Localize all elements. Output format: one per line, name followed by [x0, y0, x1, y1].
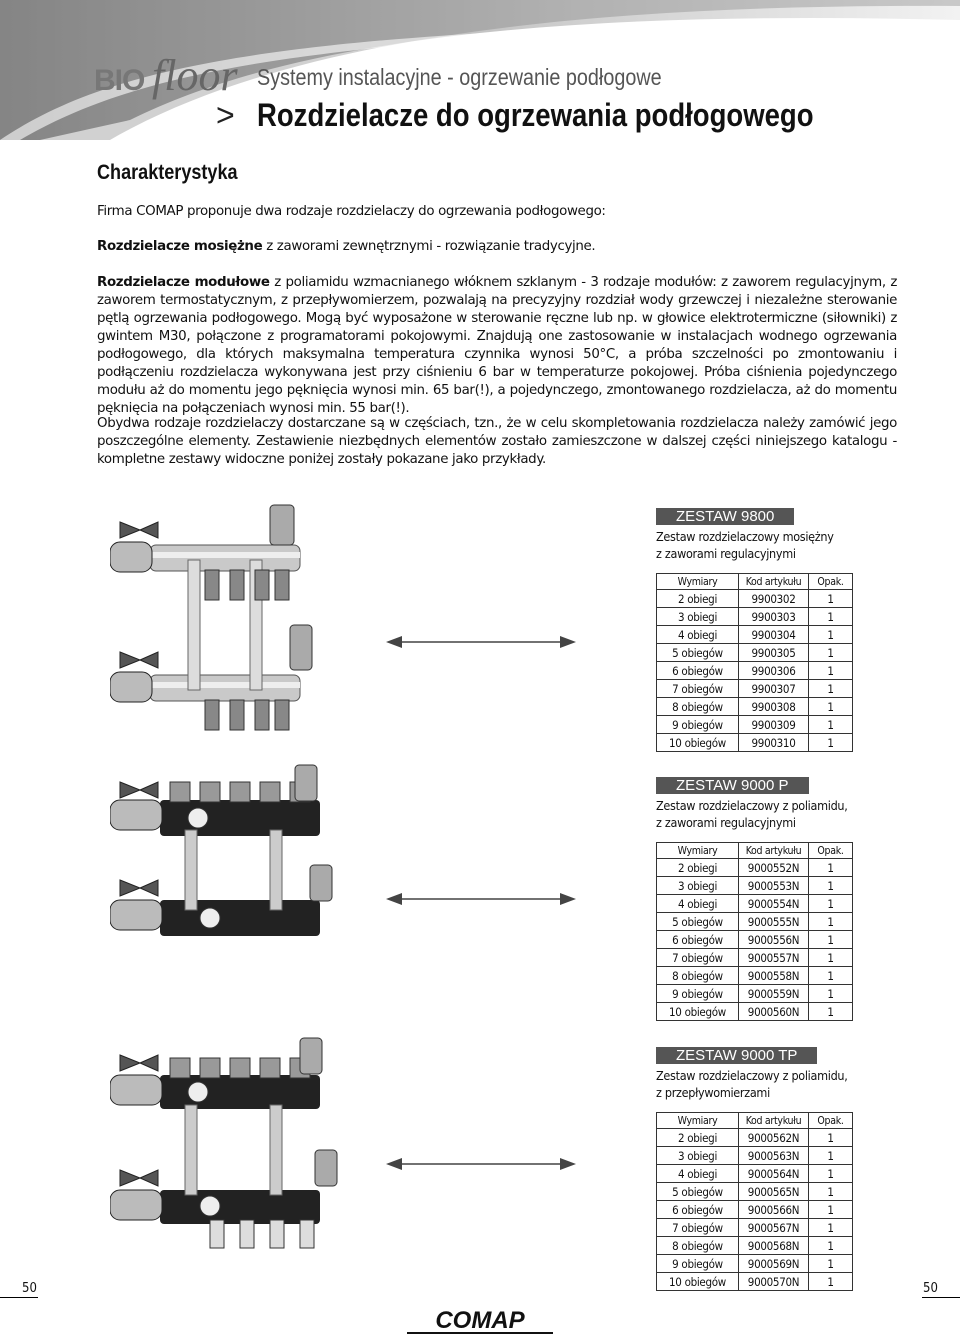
page-number-left: 50	[22, 1281, 37, 1296]
table-row	[657, 716, 853, 734]
table-row	[657, 913, 853, 931]
polyamide-manifold-photo	[110, 760, 350, 985]
cell-size: 8 obiegów	[657, 698, 739, 716]
cell-pack: 1	[809, 1273, 853, 1291]
cell-code: 9000554N	[739, 895, 809, 913]
set-tag: ZESTAW 9000 P	[656, 777, 809, 794]
cell-code: 9000565N	[739, 1183, 809, 1201]
cell-code: 9900305	[739, 644, 809, 662]
cell-size: 7 obiegów	[657, 1219, 739, 1237]
page-title: Rozdzielacze do ogrzewania podłogowego	[257, 97, 814, 133]
column-header-pack: Opak.	[809, 1113, 853, 1129]
cell-pack: 1	[809, 967, 853, 985]
cell-size: 2 obiegi	[657, 859, 739, 877]
set-table	[656, 573, 853, 752]
set-table	[656, 842, 853, 1021]
page-rule-right	[922, 1297, 960, 1298]
table-row	[657, 1219, 853, 1237]
table-row	[657, 985, 853, 1003]
cell-pack: 1	[809, 985, 853, 1003]
cell-code: 9000559N	[739, 985, 809, 1003]
page-rule-left	[0, 1297, 38, 1298]
cell-code: 9000564N	[739, 1165, 809, 1183]
cell-size: 5 obiegów	[657, 913, 739, 931]
cell-pack: 1	[809, 1237, 853, 1255]
table-row	[657, 698, 853, 716]
set-table	[656, 1112, 853, 1291]
table-row	[657, 1183, 853, 1201]
cell-pack: 1	[809, 1255, 853, 1273]
cell-size: 4 obiegi	[657, 895, 739, 913]
cell-code: 9900307	[739, 680, 809, 698]
cell-code: 9000560N	[739, 1003, 809, 1021]
set-description	[656, 528, 866, 562]
cell-size: 2 obiegi	[657, 1129, 739, 1147]
column-header-pack: Opak.	[809, 574, 853, 590]
cell-pack: 1	[809, 895, 853, 913]
cell-pack: 1	[809, 734, 853, 752]
paragraph-modular-bold: Rozdzielacze modułowe	[97, 275, 270, 290]
cell-code: 9900304	[739, 626, 809, 644]
page-number-right: 50	[923, 1281, 938, 1296]
cell-size: 6 obiegów	[657, 931, 739, 949]
cell-code: 9900310	[739, 734, 809, 752]
cell-size: 10 obiegów	[657, 1003, 739, 1021]
section-heading: Charakterystyka	[97, 161, 238, 184]
table-row	[657, 626, 853, 644]
cell-pack: 1	[809, 913, 853, 931]
brass-manifold-photo	[110, 500, 350, 745]
logo-floor-text: floor	[152, 51, 238, 100]
table-row	[657, 680, 853, 698]
cell-pack: 1	[809, 931, 853, 949]
column-header-code: Kod artykułu	[739, 574, 809, 590]
cell-code: 9900303	[739, 608, 809, 626]
set-description-line: z zaworami regulacyjnymi	[656, 815, 796, 830]
table-row	[657, 967, 853, 985]
cell-code: 9000566N	[739, 1201, 809, 1219]
paragraph-brass-bold: Rozdzielacze mosiężne	[97, 239, 263, 254]
cell-size: 5 obiegów	[657, 1183, 739, 1201]
table-row	[657, 949, 853, 967]
cell-pack: 1	[809, 949, 853, 967]
cell-pack: 1	[809, 1147, 853, 1165]
table-row	[657, 608, 853, 626]
cell-code: 9000553N	[739, 877, 809, 895]
cell-size: 4 obiegi	[657, 626, 739, 644]
cell-pack: 1	[809, 644, 853, 662]
cell-code: 9000555N	[739, 913, 809, 931]
column-header-code: Kod artykułu	[739, 843, 809, 859]
cell-size: 9 obiegów	[657, 716, 739, 734]
cell-size: 3 obiegi	[657, 877, 739, 895]
table-row	[657, 1201, 853, 1219]
cell-size: 8 obiegów	[657, 1237, 739, 1255]
set-description-line: Zestaw rozdzielaczowy mosiężny	[656, 529, 834, 544]
cell-code: 9900309	[739, 716, 809, 734]
cell-size: 5 obiegów	[657, 644, 739, 662]
cell-pack: 1	[809, 608, 853, 626]
cell-size: 8 obiegów	[657, 967, 739, 985]
cell-code: 9000552N	[739, 859, 809, 877]
logo-bio-text: BIO	[94, 64, 145, 97]
cell-code: 9000563N	[739, 1147, 809, 1165]
cell-pack: 1	[809, 662, 853, 680]
set-description	[656, 797, 866, 831]
cell-code: 9900308	[739, 698, 809, 716]
double-arrow-icon	[386, 1155, 576, 1173]
set-description-line: z zaworami regulacyjnymi	[656, 546, 796, 561]
cell-code: 9000567N	[739, 1219, 809, 1237]
cell-pack: 1	[809, 1201, 853, 1219]
cell-size: 9 obiegów	[657, 1255, 739, 1273]
table-row	[657, 1129, 853, 1147]
cell-size: 10 obiegów	[657, 734, 739, 752]
double-arrow-icon	[386, 890, 576, 908]
comap-logo	[405, 1307, 555, 1337]
paragraph-parts: Obydwa rodzaje rozdzielaczy dostarczane są w częściach, tzn., że w celu skompletowania rozdzielacza należy zamówić jego poszczególne elementy. Zestawienie niezbędnych elementów zostało zamieszczone w dalszej części niniejszego katalogu - kompletne zestawy widoczne poniżej zostały pokazane jako przykłady.	[97, 416, 897, 467]
column-header-pack: Opak.	[809, 843, 853, 859]
cell-pack: 1	[809, 1219, 853, 1237]
double-arrow-icon	[386, 633, 576, 651]
cell-size: 3 obiegi	[657, 608, 739, 626]
table-row	[657, 1237, 853, 1255]
cell-pack: 1	[809, 1129, 853, 1147]
table-row	[657, 859, 853, 877]
page-subtitle: Systemy instalacyjne - ogrzewanie podłogowe	[257, 64, 662, 90]
paragraph-modular-rest: z poliamidu wzmacnianego włóknem szklanym - 3 rodzaje modułów: z zaworem regulacyjnym, z zaworem termostatycznym, z przepływomierzem, pozwalają na precyzyjny rozdział wody grzewczej i niezależne sterowanie pętlą ogrzewania podłogowego. Mogą być wyposażone w sterowanie ręczne lub np. w głowice elektrotermiczne (siłowniki) z gwintem M30, połączone z programatorami pokojowymi. Znajdują one zastosowanie w instalacjach wodnego ogrzewania podłogowego, dla których maksymalna temperatura czynnika wynosi 50°C, a próba szczelności po zmontowaniu i podłączeniu rozdzielacza wykonywana jest przy ciśnieniu 6 bar w temperaturze pokojowej. Próba ciśnienia pojedynczego modułu aż do momentu jego pęknięcia wynosi min. 65 bar(!), a pojedynczego, zmontowanego rozdzielacza, aż do momentu pęknięcia na połączeniach wynosi min. 55 bar(!).	[97, 275, 897, 416]
cell-size: 7 obiegów	[657, 680, 739, 698]
table-row	[657, 1147, 853, 1165]
cell-pack: 1	[809, 859, 853, 877]
comap-logo-text: COMAP	[435, 1307, 525, 1334]
cell-pack: 1	[809, 626, 853, 644]
cell-pack: 1	[809, 1165, 853, 1183]
table-row	[657, 1003, 853, 1021]
column-header-size: Wymiary	[657, 1113, 739, 1129]
column-header-code: Kod artykułu	[739, 1113, 809, 1129]
cell-pack: 1	[809, 590, 853, 608]
cell-size: 4 obiegi	[657, 1165, 739, 1183]
cell-pack: 1	[809, 1183, 853, 1201]
set-description-line: Zestaw rozdzielaczowy z poliamidu,	[656, 798, 848, 813]
table-row	[657, 590, 853, 608]
cell-code: 9000568N	[739, 1237, 809, 1255]
cell-size: 10 obiegów	[657, 1273, 739, 1291]
cell-code: 9900302	[739, 590, 809, 608]
table-row	[657, 1273, 853, 1291]
cell-size: 6 obiegów	[657, 1201, 739, 1219]
cell-pack: 1	[809, 680, 853, 698]
set-tag: ZESTAW 9000 TP	[656, 1047, 817, 1064]
cell-code: 9000556N	[739, 931, 809, 949]
set-description	[656, 1067, 866, 1101]
cell-size: 3 obiegi	[657, 1147, 739, 1165]
cell-pack: 1	[809, 877, 853, 895]
table-row	[657, 877, 853, 895]
cell-size: 2 obiegi	[657, 590, 739, 608]
cell-code: 9900306	[739, 662, 809, 680]
column-header-size: Wymiary	[657, 574, 739, 590]
table-row	[657, 1255, 853, 1273]
cell-size: 6 obiegów	[657, 662, 739, 680]
column-header-size: Wymiary	[657, 843, 739, 859]
paragraph-modular	[97, 274, 897, 418]
flowmeter-manifold-photo	[110, 1030, 350, 1255]
cell-size: 9 obiegów	[657, 985, 739, 1003]
set-tag: ZESTAW 9800	[656, 508, 794, 525]
paragraph-brass-rest: z zaworami zewnętrznymi - rozwiązanie tradycyjne.	[262, 239, 596, 254]
cell-code: 9000562N	[739, 1129, 809, 1147]
cell-code: 9000569N	[739, 1255, 809, 1273]
cell-code: 9000558N	[739, 967, 809, 985]
set-description-line: z przepływomierzami	[656, 1085, 770, 1100]
paragraph-intro: Firma COMAP proponuje dwa rodzaje rozdzielaczy do ogrzewania podłogowego:	[97, 204, 606, 219]
table-row	[657, 662, 853, 680]
cell-code: 9000557N	[739, 949, 809, 967]
cell-pack: 1	[809, 1003, 853, 1021]
table-row	[657, 734, 853, 752]
cell-pack: 1	[809, 698, 853, 716]
cell-code: 9000570N	[739, 1273, 809, 1291]
table-row	[657, 1165, 853, 1183]
table-row	[657, 931, 853, 949]
title-arrow-glyph: >	[216, 97, 235, 133]
paragraph-brass	[97, 238, 897, 256]
set-description-line: Zestaw rozdzielaczowy z poliamidu,	[656, 1068, 848, 1083]
table-row	[657, 644, 853, 662]
cell-size: 7 obiegów	[657, 949, 739, 967]
cell-pack: 1	[809, 716, 853, 734]
table-row	[657, 895, 853, 913]
